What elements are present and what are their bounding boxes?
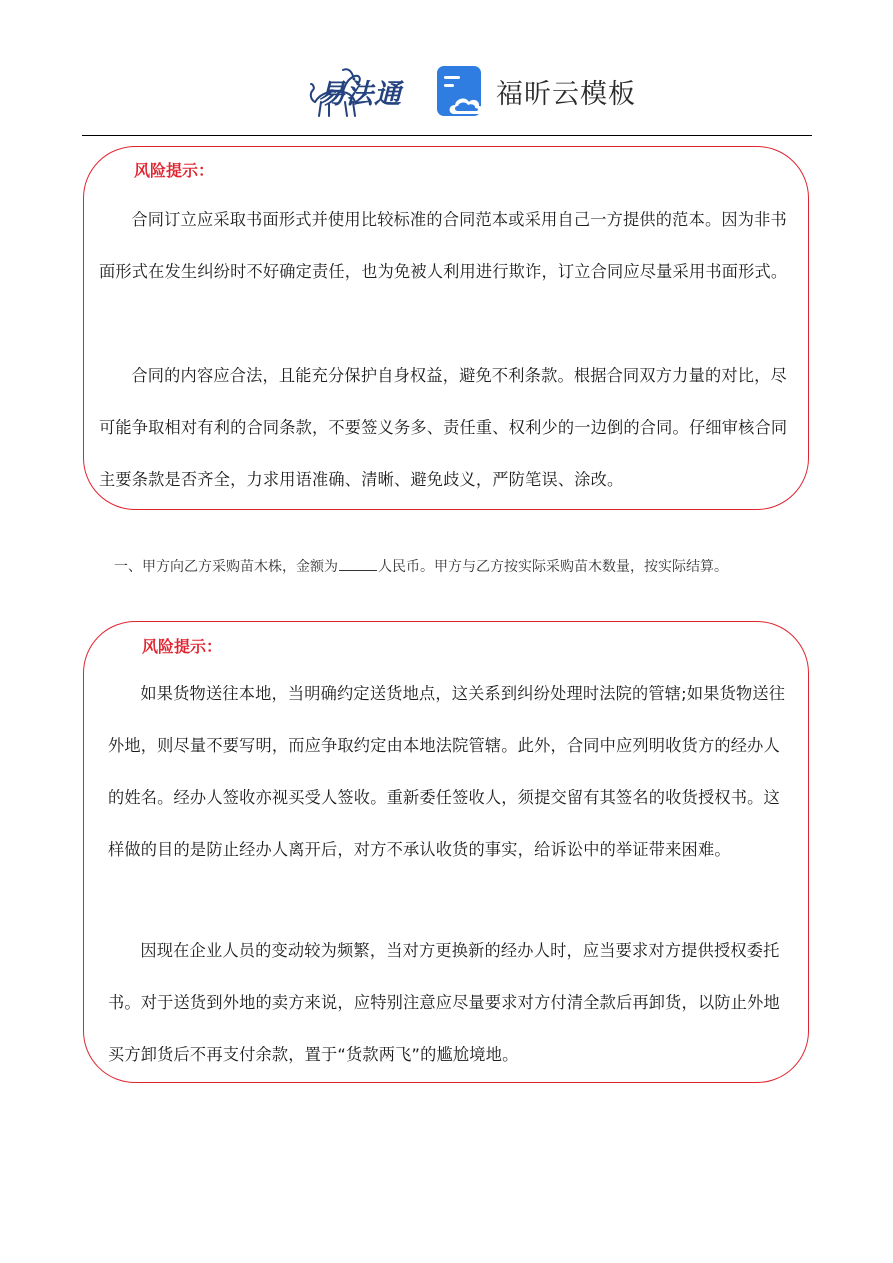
risk-notice-1-paragraph-1: 合同订立应采取书面形式并使用比较标准的合同范本或采用自己一方提供的范本。因为非书面形式在发生纠纷时不好确定责任，也为免被人利用进行欺诈，订立合同应尽量采用书面形式。 <box>99 210 788 281</box>
clause-1-text-after: 人民币。甲方与乙方按实际采购苗木数量，按实际结算。 <box>378 559 728 575</box>
clause-1-text-before: 一、甲方向乙方采购苗木株，金额为 <box>114 559 338 575</box>
contract-clause-1 <box>114 556 728 576</box>
foxit-cloud-template-icon <box>436 64 488 118</box>
risk-notice-title-2: 风险提示： <box>142 637 223 656</box>
risk-notice-title-1: 风险提示： <box>134 161 215 180</box>
page-header <box>0 58 893 128</box>
risk-notice-2-paragraph-2: 因现在企业人员的变动较为频繁，当对方更换新的经办人时，应当要求对方提供授权委托书。对于送货到外地的卖方来说，应特别注意应尽量要求对方付清全款后再卸货，以防止外地买方卸货后不再支付余款，置于“货款两飞”的尴尬境地。 <box>108 941 780 1064</box>
amount-blank-field[interactable] <box>339 558 377 571</box>
risk-notice-1-paragraph-2: 合同的内容应合法，且能充分保护自身权益，避免不利条款。根据合同双方力量的对比，尽可能争取相对有利的合同条款，不要签义务多、责任重、权利少的一边倒的合同。仔细审核合同主要条款是否齐全，力求用语准确、清晰、避免歧义，严防笔误、涂改。 <box>99 366 788 489</box>
risk-notice-2-paragraph-1: 如果货物送往本地，当明确约定送货地点，这关系到纠纷处理时法院的管辖;如果货物送往外地，则尽量不要写明，而应争取约定由本地法院管辖。此外，合同中应列明收货方的经办人的姓名。经办人签收亦视买受人签收。重新委任签收人，须提交留有其签名的收货授权书。这样做的目的是防止经办人离开后，对方不承认收货的事实，给诉讼中的举证带来困难。 <box>108 684 786 859</box>
yifatong-logo-text: 易法通 <box>318 79 402 110</box>
header-divider <box>82 135 812 136</box>
foxit-cloud-template-logo-text: 福昕云模板 <box>496 79 636 110</box>
